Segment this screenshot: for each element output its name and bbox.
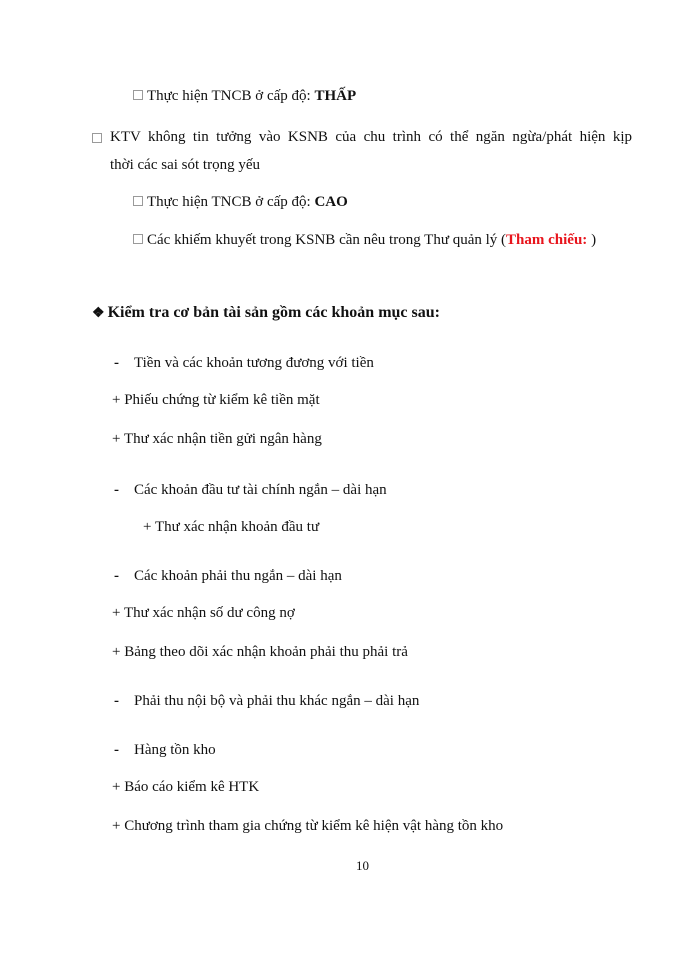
list-item xyxy=(114,693,419,710)
list-item-text: Hàng tồn kho xyxy=(134,742,216,758)
low-text: Thực hiện TNCB ở cấp độ: xyxy=(147,88,315,104)
ktv-line-1: KTV không tin tưởng vào KSNB của chu trình có thể ngăn ngừa/phát hiện kịp xyxy=(110,129,632,145)
list-item xyxy=(114,568,342,585)
page-number: 10 xyxy=(356,858,369,873)
list-marker: - xyxy=(114,482,119,498)
list-marker: + xyxy=(112,779,121,795)
list-item xyxy=(112,644,408,661)
list-item-text: Các khoản phải thu ngắn – dài hạn xyxy=(134,568,342,584)
section-heading-text: Kiểm tra cơ bản tài sản gồm các khoản mục sau: xyxy=(107,304,440,321)
list-item xyxy=(114,355,374,372)
list-item xyxy=(114,482,387,499)
list-item xyxy=(112,605,295,622)
list-marker: + xyxy=(112,431,121,447)
list-item xyxy=(112,392,320,409)
list-item-text: Thư xác nhận tiền gửi ngân hàng xyxy=(123,431,322,447)
high-level-value: CAO xyxy=(314,194,348,210)
list-marker: - xyxy=(114,693,119,709)
list-item-text: Báo cáo kiểm kê HTK xyxy=(124,779,260,795)
list-marker: + xyxy=(112,644,121,660)
high-text: Thực hiện TNCB ở cấp độ: xyxy=(147,194,315,210)
checkbox-icon xyxy=(133,90,143,100)
list-item xyxy=(114,742,216,759)
checkbox-icon xyxy=(92,133,102,143)
list-item xyxy=(112,431,322,448)
list-item xyxy=(112,779,259,796)
ktv-line-2: thời các sai sót trọng yếu xyxy=(110,157,260,173)
list-item-text: Phiếu chứng từ kiểm kê tiền mặt xyxy=(124,392,320,408)
reference-label: Tham chiếu: xyxy=(506,232,588,248)
list-marker: - xyxy=(114,742,119,758)
list-marker: + xyxy=(112,818,121,834)
section-heading xyxy=(92,304,440,322)
list-item-text: Các khoản đầu tư tài chính ngắn – dài hạn xyxy=(134,482,387,498)
defects-end: ) xyxy=(587,232,597,248)
list-marker: - xyxy=(114,568,119,584)
diamond-bullet-icon: ❖ xyxy=(92,306,105,321)
list-item xyxy=(112,818,503,835)
list-item-text: Phải thu nội bộ và phải thu khác ngắn – dài hạn xyxy=(134,693,420,709)
checkbox-icon xyxy=(133,234,143,244)
checkbox-item-defects xyxy=(133,232,596,249)
checkbox-item-high xyxy=(133,194,348,211)
list-item-text: Chương trình tham gia chứng từ kiểm kê hiện vật hàng tồn kho xyxy=(124,818,504,834)
list-item-text: Tiền và các khoản tương đương với tiền xyxy=(134,355,374,371)
list-marker: + xyxy=(112,392,121,408)
list-item-text: Thư xác nhận khoản đầu tư xyxy=(154,519,320,535)
checkbox-icon xyxy=(133,196,143,206)
list-marker: + xyxy=(143,519,152,535)
checkbox-item-low xyxy=(133,88,356,105)
list-item xyxy=(143,519,319,536)
list-marker: + xyxy=(112,605,121,621)
checkbox-ktv xyxy=(92,131,106,148)
list-item-text: Thư xác nhận số dư công nợ xyxy=(123,605,295,621)
low-level-value: THẤP xyxy=(314,88,357,104)
list-item-text: Bảng theo dõi xác nhận khoản phải thu phải trả xyxy=(124,644,408,660)
list-marker: - xyxy=(114,355,119,371)
defects-text: Các khiếm khuyết trong KSNB cần nêu trong Thư quản lý ( xyxy=(147,232,507,248)
